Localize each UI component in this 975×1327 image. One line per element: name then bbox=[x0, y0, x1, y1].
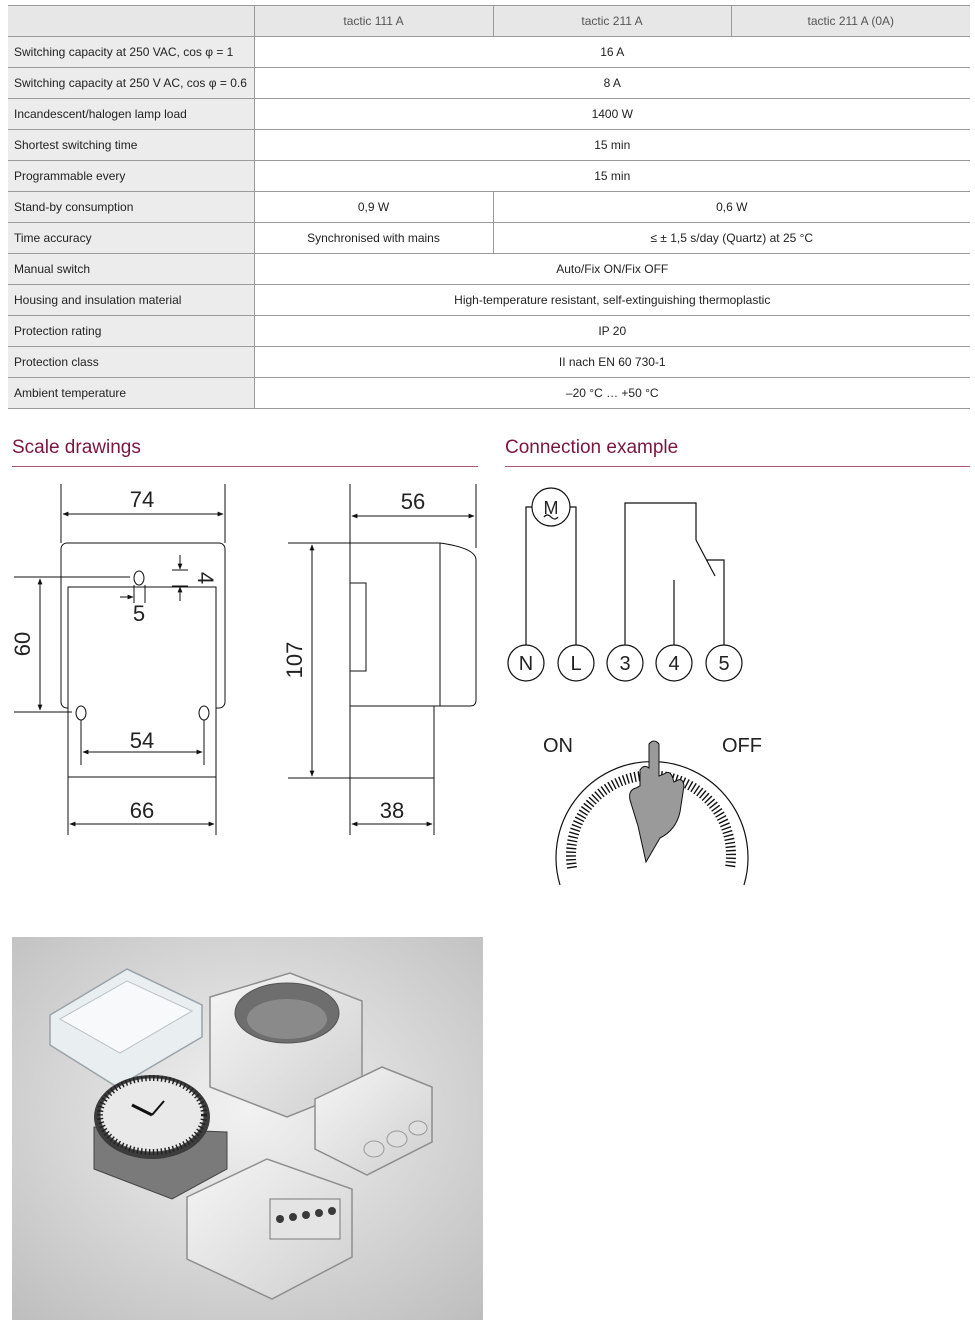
row-value: II nach EN 60 730-1 bbox=[254, 347, 970, 378]
row-label: Protection class bbox=[8, 347, 254, 378]
row-label: Ambient temperature bbox=[8, 378, 254, 409]
table-row bbox=[8, 254, 970, 285]
switch-contact bbox=[696, 540, 715, 576]
row-label: Housing and insulation material bbox=[8, 285, 254, 316]
table-row bbox=[8, 316, 970, 347]
dim-width-top: 74 bbox=[129, 487, 155, 512]
terminal-label: L bbox=[570, 653, 582, 675]
front-view-drawing bbox=[14, 484, 225, 835]
row-value: ≤ ± 1,5 s/day (Quartz) at 25 °C bbox=[493, 223, 970, 254]
row-label: Stand-by consumption bbox=[8, 192, 254, 223]
header-blank-cell bbox=[8, 6, 254, 37]
switch-common-wire bbox=[625, 503, 696, 645]
motor-label: M bbox=[543, 498, 559, 518]
column-header: tactic 211 A bbox=[493, 6, 731, 37]
scale-drawing-svg bbox=[0, 470, 500, 850]
row-label: Time accuracy bbox=[8, 223, 254, 254]
terminal-label: N bbox=[518, 653, 534, 675]
table-row bbox=[8, 37, 970, 68]
dim-hole-dy: 4 bbox=[193, 571, 218, 585]
table-row bbox=[8, 347, 970, 378]
scale-drawings-rule bbox=[12, 466, 478, 467]
row-value: Synchronised with mains bbox=[254, 223, 493, 254]
dim-depth-top: 56 bbox=[400, 489, 426, 514]
switch-on-label: ON bbox=[543, 735, 573, 757]
row-value: IP 20 bbox=[254, 316, 970, 347]
terminal-label: 4 bbox=[668, 653, 680, 675]
product-photo bbox=[12, 937, 483, 1320]
dim-hole-dx: 5 bbox=[132, 601, 146, 626]
table-row bbox=[8, 378, 970, 409]
spec-table bbox=[8, 5, 970, 409]
row-label: Switching capacity at 250 VAC, cos φ = 1 bbox=[8, 37, 254, 68]
dim-hole-spacing: 54 bbox=[129, 728, 155, 753]
row-label: Protection rating bbox=[8, 316, 254, 347]
row-label: Manual switch bbox=[8, 254, 254, 285]
manual-switch-dial bbox=[556, 741, 748, 885]
row-value: –20 °C … +50 °C bbox=[254, 378, 970, 409]
table-row bbox=[8, 99, 970, 130]
terminal-label: 5 bbox=[718, 653, 730, 675]
row-value: 8 A bbox=[254, 68, 970, 99]
row-value: 15 min bbox=[254, 161, 970, 192]
switch-off-label: OFF bbox=[722, 735, 762, 757]
table-row bbox=[8, 223, 970, 254]
row-value: 1400 W bbox=[254, 99, 970, 130]
side-view-drawing bbox=[288, 484, 476, 835]
row-value: 15 min bbox=[254, 130, 970, 161]
connection-example-heading: Connection example bbox=[505, 437, 679, 458]
row-label: Shortest switching time bbox=[8, 130, 254, 161]
column-header: tactic 211 A (0A) bbox=[731, 6, 970, 37]
table-row bbox=[8, 68, 970, 99]
column-header: tactic 111 A bbox=[254, 6, 493, 37]
row-label: Programmable every bbox=[8, 161, 254, 192]
dim-height-side: 107 bbox=[282, 641, 307, 679]
table-header-row bbox=[8, 6, 970, 37]
row-value: 16 A bbox=[254, 37, 970, 68]
dim-height-left: 60 bbox=[10, 631, 35, 657]
dim-depth-bottom: 38 bbox=[379, 798, 405, 823]
table-row bbox=[8, 130, 970, 161]
row-value: High-temperature resistant, self-extinguishing thermoplastic bbox=[254, 285, 970, 316]
terminal-label: 3 bbox=[619, 653, 631, 675]
row-value: 0,6 W bbox=[493, 192, 970, 223]
row-value: 0,9 W bbox=[254, 192, 493, 223]
connection-diagram-svg bbox=[500, 470, 800, 900]
dim-width-bottom: 66 bbox=[129, 798, 155, 823]
table-row bbox=[8, 161, 970, 192]
table-row bbox=[8, 285, 970, 316]
row-value: Auto/Fix ON/Fix OFF bbox=[254, 254, 970, 285]
connection-example-rule bbox=[505, 466, 970, 467]
row-label: Switching capacity at 250 V AC, cos φ = 0.6 bbox=[8, 68, 254, 99]
scale-drawings-heading: Scale drawings bbox=[12, 437, 141, 458]
hand-pointer-icon bbox=[630, 741, 684, 862]
row-label: Incandescent/halogen lamp load bbox=[8, 99, 254, 130]
table-row bbox=[8, 192, 970, 223]
